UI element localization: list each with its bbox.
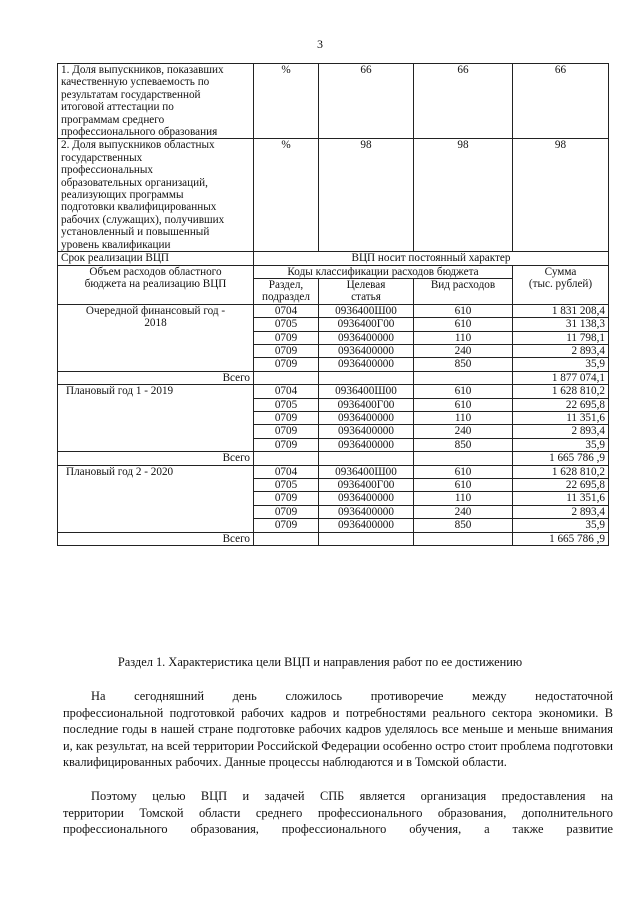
empty-cell [319, 371, 414, 384]
section-code: 0709 [254, 492, 319, 505]
section-code: 0709 [254, 358, 319, 371]
paragraph-1-first-line: На сегодняшний день сложилось противоречие между недостаточной [91, 689, 613, 703]
total-value: 1 877 074,1 [513, 371, 609, 384]
indicator-value: 98 [319, 139, 414, 252]
expense-type-code: 610 [414, 479, 513, 492]
target-code: 0936400Ш00 [319, 304, 414, 317]
term-row [58, 252, 609, 265]
indicator-name-line: программам среднего [61, 113, 165, 126]
section-code: 0704 [254, 304, 319, 317]
indicator-name-line: реализующих программы [61, 189, 184, 202]
period-label [58, 465, 254, 532]
target-code: 0936400Г00 [319, 398, 414, 411]
section-code: 0704 [254, 385, 319, 398]
section-code: 0709 [254, 344, 319, 357]
indicator-name [58, 139, 254, 252]
sum-value: 11 351,6 [513, 411, 609, 424]
indicator-name-line: итоговой аттестации по [61, 101, 174, 114]
page-number: 3 [317, 37, 323, 51]
term-value: ВЦП носит постоянный характер [254, 252, 609, 265]
expense-type-code: 110 [414, 331, 513, 344]
sum-value: 1 831 208,4 [513, 304, 609, 317]
sum-header [513, 265, 609, 304]
empty-cell [319, 452, 414, 465]
sum-value: 11 351,6 [513, 492, 609, 505]
paragraph-2-line-2: территории Томской области среднего профессионального образования, дополнительного [63, 805, 613, 820]
section-code: 0709 [254, 519, 319, 532]
paragraph-2 [63, 788, 613, 838]
sum-value: 35,9 [513, 358, 609, 371]
term-label: Срок реализации ВЦП [58, 252, 254, 265]
indicator-unit: % [254, 64, 319, 139]
expense-type-header: Вид расходов [414, 278, 513, 304]
indicator-name-line: качественную успеваемость по [61, 76, 210, 89]
paragraph-1 [63, 688, 613, 771]
empty-cell [414, 371, 513, 384]
total-row [58, 371, 609, 384]
period-label-line: Плановый год 2 - 2020 [66, 465, 174, 478]
expense-type-code: 610 [414, 465, 513, 478]
indicator-name-line: государственных [61, 151, 143, 164]
sum-value: 2 893,4 [513, 505, 609, 518]
target-code: 0936400Ш00 [319, 465, 414, 478]
section-title: Раздел 1. Характеристика цели ВЦП и направления работ по ее достижению [117, 655, 523, 669]
section-code: 0705 [254, 398, 319, 411]
empty-cell [414, 452, 513, 465]
target-code: 0936400Ш00 [319, 385, 414, 398]
target-header [319, 278, 414, 304]
sum-value: 35,9 [513, 519, 609, 532]
indicator-value: 66 [513, 64, 609, 139]
indicator-name-line: 2. Доля выпускников областных [61, 139, 215, 152]
expense-type-code: 240 [414, 344, 513, 357]
sum-value: 31 138,3 [513, 318, 609, 331]
target-code: 0936400000 [319, 331, 414, 344]
section-code: 0709 [254, 331, 319, 344]
section-code: 0704 [254, 465, 319, 478]
indicator-value: 98 [414, 139, 513, 252]
total-value: 1 665 786 ,9 [513, 532, 609, 545]
period-label [58, 385, 254, 452]
section-code: 0709 [254, 425, 319, 438]
indicator-value: 66 [319, 64, 414, 139]
section-code: 0709 [254, 411, 319, 424]
sum-value: 22 695,8 [513, 479, 609, 492]
codes-header: Коды классификации расходов бюджета [254, 265, 513, 278]
budget-row [58, 304, 609, 317]
target-code: 0936400000 [319, 505, 414, 518]
target-code: 0936400000 [319, 519, 414, 532]
sum-value: 22 695,8 [513, 398, 609, 411]
indicator-name-line: рабочих (служащих), получивших [61, 213, 225, 226]
indicator-name-line: результатам государственной [61, 88, 201, 101]
expense-type-code: 850 [414, 358, 513, 371]
indicator-name-line: подготовки квалифицированных [61, 201, 217, 214]
section-code: 0705 [254, 318, 319, 331]
indicator-unit: % [254, 139, 319, 252]
target-code: 0936400Г00 [319, 318, 414, 331]
expense-type-code: 850 [414, 519, 513, 532]
sum-header-line: (тыс. рублей) [528, 277, 593, 290]
target-code: 0936400000 [319, 438, 414, 451]
expense-type-code: 850 [414, 438, 513, 451]
section-code: 0705 [254, 479, 319, 492]
empty-cell [254, 452, 319, 465]
indicator-value: 98 [513, 139, 609, 252]
total-label: Всего [58, 532, 254, 545]
expense-type-code: 610 [414, 385, 513, 398]
section-header-line: Раздел, [268, 278, 304, 291]
expense-type-code: 610 [414, 318, 513, 331]
expense-type-code: 240 [414, 505, 513, 518]
total-label: Всего [58, 452, 254, 465]
paragraph-1-body: профессиональной подготовкой рабочих кадров и потребностями реального сектора экономики. В последние годы в нашей стране подготовке рабочих кадров уделялось все меньше и меньше внимания и, как результат, на всей территории Российской Федерации особенно остро стоит проблема подготовки квалифицированных рабочих. Данные процессы наблюдаются и в Томской области. [63, 705, 613, 770]
target-code: 0936400000 [319, 344, 414, 357]
expense-type-code: 240 [414, 425, 513, 438]
expense-type-code: 610 [414, 304, 513, 317]
empty-cell [414, 532, 513, 545]
empty-cell [254, 532, 319, 545]
indicator-name-line: профессионального образования [61, 126, 218, 139]
period-label-line: Очередной финансовый год - [85, 304, 226, 317]
period-label-line: 2018 [144, 317, 167, 330]
target-header-line: Целевая [346, 278, 386, 291]
budget-header-row [58, 265, 609, 278]
expense-type-code: 610 [414, 398, 513, 411]
indicator-name-line: уровень квалификации [61, 238, 171, 251]
total-row [58, 532, 609, 545]
indicator-name-line: профессиональных [61, 164, 154, 177]
total-value: 1 665 786 ,9 [513, 452, 609, 465]
section-header [254, 278, 319, 304]
indicator-name [58, 64, 254, 139]
sum-value: 1 628 810,2 [513, 385, 609, 398]
target-code: 0936400000 [319, 411, 414, 424]
period-label-line: Плановый год 1 - 2019 [66, 385, 174, 398]
target-header-line: статья [351, 291, 381, 304]
section-header-line: подраздел [262, 291, 310, 304]
expense-type-code: 110 [414, 411, 513, 424]
target-code: 0936400Г00 [319, 479, 414, 492]
target-code: 0936400000 [319, 425, 414, 438]
paragraph-2-line-1: Поэтому целью ВЦП и задачей СПБ является организация предоставления на [91, 789, 613, 803]
expense-type-code: 110 [414, 492, 513, 505]
indicator-name-line: установленный и повышенный [61, 226, 210, 239]
sum-value: 2 893,4 [513, 425, 609, 438]
sum-value: 11 798,1 [513, 331, 609, 344]
sum-value: 35,9 [513, 438, 609, 451]
budget-label-line: бюджета на реализацию ВЦП [84, 277, 227, 290]
indicator-value: 66 [414, 64, 513, 139]
section-code: 0709 [254, 505, 319, 518]
budget-label-line: Объем расходов областного [89, 265, 222, 278]
target-code: 0936400000 [319, 358, 414, 371]
sum-value: 1 628 810,2 [513, 465, 609, 478]
total-label: Всего [58, 371, 254, 384]
sum-header-line: Сумма [544, 265, 577, 278]
period-label [58, 304, 254, 371]
indicator-name-line: образовательных организаций, [61, 176, 208, 189]
indicator-row [58, 139, 609, 252]
section-code: 0709 [254, 438, 319, 451]
empty-cell [319, 532, 414, 545]
sum-value: 2 893,4 [513, 344, 609, 357]
empty-cell [254, 371, 319, 384]
budget-row [58, 465, 609, 478]
paragraph-2-line-3: профессионального образования, профессионального обучения, а также развитие [63, 822, 613, 837]
budget-label [58, 265, 254, 304]
indicator-row [58, 64, 609, 139]
total-row [58, 452, 609, 465]
indicator-name-line: 1. Доля выпускников, показавших [61, 64, 224, 76]
budget-row [58, 385, 609, 398]
program-table [57, 63, 609, 546]
target-code: 0936400000 [319, 492, 414, 505]
